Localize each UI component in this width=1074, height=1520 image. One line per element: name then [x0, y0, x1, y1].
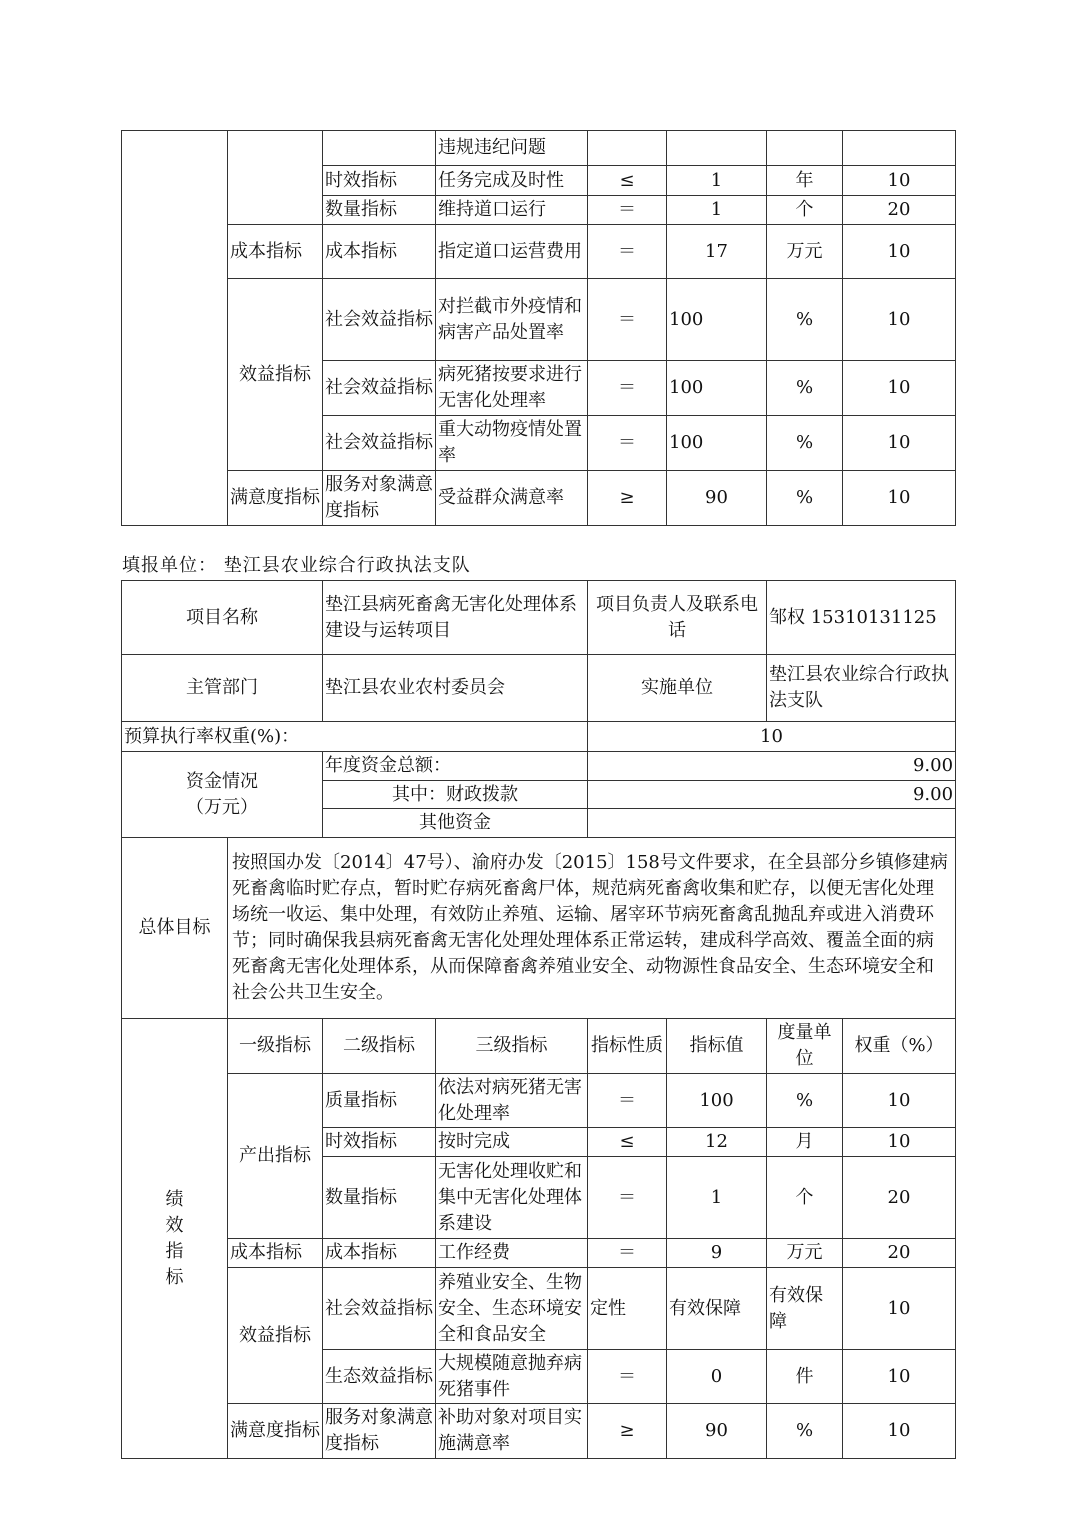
weight-cell: 10 — [843, 1268, 956, 1350]
l3-cell: 任务完成及时性 — [436, 166, 588, 196]
unit-cell: 万元 — [767, 1239, 843, 1268]
table-row — [122, 1404, 956, 1459]
l3-cell: 病死猪按要求进行无害化处理率 — [436, 361, 588, 416]
l2-cell: 服务对象满意度指标 — [323, 471, 436, 526]
l2-cell: 成本指标 — [323, 225, 436, 279]
table-row — [122, 225, 956, 279]
nature-cell: ＝ — [588, 1239, 667, 1268]
unit-cell: % — [767, 416, 843, 471]
value-cell — [667, 131, 767, 166]
l2-cell: 质量指标 — [323, 1074, 436, 1128]
value-cell: 100 — [667, 416, 767, 471]
l3-cell: 受益群众满意率 — [436, 471, 588, 526]
l2-cell: 服务对象满意度指标 — [323, 1404, 436, 1459]
value-cell: 有效保障 — [667, 1268, 767, 1350]
unit-cell — [767, 131, 843, 166]
l1-cell: 成本指标 — [228, 1239, 323, 1268]
project-performance-table — [121, 580, 956, 1459]
weight-cell: 10 — [843, 1404, 956, 1459]
value-cell: 12 — [667, 1128, 767, 1157]
weight-cell: 20 — [843, 196, 956, 225]
impl-label: 实施单位 — [588, 655, 767, 722]
fund-label-line2: （万元） — [186, 796, 258, 818]
l2-cell: 数量指标 — [323, 196, 436, 225]
performance-indicators-label — [122, 1019, 228, 1459]
unit-cell: % — [767, 279, 843, 361]
l2-cell: 社会效益指标 — [323, 361, 436, 416]
unit-cell: 月 — [767, 1128, 843, 1157]
unit-cell: % — [767, 361, 843, 416]
table-row — [122, 1268, 956, 1350]
budget-weight-label: 预算执行率权重(%)： — [122, 722, 588, 752]
unit-cell: 件 — [767, 1350, 843, 1404]
perf-char: 绩 — [165, 1188, 184, 1210]
table-row — [122, 752, 956, 781]
weight-cell: 20 — [843, 1239, 956, 1268]
unit-cell: 个 — [767, 196, 843, 225]
column-header: 指标性质 — [588, 1019, 667, 1074]
nature-cell: ≤ — [588, 166, 667, 196]
nature-cell: ＝ — [588, 196, 667, 225]
project-name: 垫江县病死畜禽无害化处理体系建设与运转项目 — [323, 581, 588, 655]
column-header: 三级指标 — [436, 1019, 588, 1074]
nature-cell: 定性 — [588, 1268, 667, 1350]
nature-cell: ＝ — [588, 1157, 667, 1239]
value-cell: 100 — [667, 279, 767, 361]
weight-cell: 10 — [843, 225, 956, 279]
l2-cell: 时效指标 — [323, 166, 436, 196]
l2-cell: 社会效益指标 — [323, 416, 436, 471]
unit-cell: % — [767, 1404, 843, 1459]
l3-cell: 大规模随意抛弃病死猪事件 — [436, 1350, 588, 1404]
nature-cell: ＝ — [588, 279, 667, 361]
nature-cell — [588, 131, 667, 166]
l1-cell: 效益指标 — [228, 279, 323, 471]
l3-cell: 违规违纪问题 — [436, 131, 588, 166]
l2-cell: 数量指标 — [323, 1157, 436, 1239]
weight-cell: 10 — [843, 361, 956, 416]
other-funds-value — [588, 809, 956, 838]
value-cell: 17 — [667, 225, 767, 279]
weight-cell: 10 — [843, 166, 956, 196]
l1-cell: 满意度指标 — [228, 1404, 323, 1459]
l2-cell: 社会效益指标 — [323, 279, 436, 361]
column-header: 一级指标 — [228, 1019, 323, 1074]
weight-cell: 20 — [843, 1157, 956, 1239]
nature-cell: ＝ — [588, 1350, 667, 1404]
table-row — [122, 655, 956, 722]
weight-cell: 10 — [843, 279, 956, 361]
fill-unit-line — [122, 551, 471, 577]
weight-cell: 10 — [843, 416, 956, 471]
l1-cell: 成本指标 — [228, 225, 323, 279]
l2-cell: 成本指标 — [323, 1239, 436, 1268]
l2-cell: 生态效益指标 — [323, 1350, 436, 1404]
fill-unit-value: 垫江县农业综合行政执法支队 — [223, 555, 471, 576]
l3-cell: 对拦截市外疫情和病害产品处置率 — [436, 279, 588, 361]
l1-cell: 产出指标 — [228, 1074, 323, 1239]
project-name-label: 项目名称 — [122, 581, 323, 655]
contact-value: 邹权 15310131125 — [767, 581, 956, 655]
l3-cell: 依法对病死猪无害化处理率 — [436, 1074, 588, 1128]
l1-cell: 效益指标 — [228, 1268, 323, 1404]
l3-cell: 无害化处理收贮和集中无害化处理体系建设 — [436, 1157, 588, 1239]
l3-cell: 维持道口运行 — [436, 196, 588, 225]
performance-table-continued — [121, 130, 956, 526]
l3-cell: 养殖业安全、生物安全、生态环境安全和食品安全 — [436, 1268, 588, 1350]
other-funds-label: 其他资金 — [323, 809, 588, 838]
weight-cell: 10 — [843, 1350, 956, 1404]
l3-cell: 补助对象对项目实施满意率 — [436, 1404, 588, 1459]
goal-label: 总体目标 — [122, 838, 228, 1019]
fill-unit-label: 填报单位： — [122, 555, 217, 576]
l3-cell: 工作经费 — [436, 1239, 588, 1268]
value-cell: 1 — [667, 1157, 767, 1239]
fund-label-line1: 资金情况 — [186, 770, 258, 792]
weight-cell — [843, 131, 956, 166]
fiscal-value: 9.00 — [588, 781, 956, 809]
annual-total-label: 年度资金总额： — [323, 752, 588, 781]
value-cell: 90 — [667, 1404, 767, 1459]
annual-total-value: 9.00 — [588, 752, 956, 781]
weight-cell: 10 — [843, 1074, 956, 1128]
perf-char: 指 — [165, 1240, 184, 1262]
nature-cell: ≤ — [588, 1128, 667, 1157]
l1-cell: 满意度指标 — [228, 471, 323, 526]
weight-cell: 10 — [843, 471, 956, 526]
table-row — [122, 131, 956, 166]
table-row — [122, 838, 956, 1019]
unit-cell: % — [767, 1074, 843, 1128]
goal-text: 按照国办发〔2014〕47号）、渝府办发〔2015〕158号文件要求，在全县部分乡镇修建病死畜禽临时贮存点，暂时贮存病死畜禽尸体，规范病死畜禽收集和贮存，以便无害化处理场统一收运、集中处理，有效防止养殖、运输、屠宰环节病死畜禽乱抛乱弃或进入消费环节；同时确保我县病死畜禽无害化处理处理体系正常运转，建成科学高效、覆盖全面的病死畜禽无害化处理体系，从而保障畜禽养殖业安全、动物源性食品安全、生态环境安全和社会公共卫生安全。 — [228, 838, 956, 1019]
dept-value: 垫江县农业农村委员会 — [323, 655, 588, 722]
blank-cell — [323, 131, 436, 166]
column-header: 度量单位 — [767, 1019, 843, 1074]
fiscal-label: 其中：财政拨款 — [323, 781, 588, 809]
column-header: 权重（%） — [843, 1019, 956, 1074]
weight-cell: 10 — [843, 1128, 956, 1157]
blank-cell — [122, 131, 228, 526]
table-row — [122, 1239, 956, 1268]
unit-cell: % — [767, 471, 843, 526]
table-row — [122, 722, 956, 752]
value-cell: 100 — [667, 361, 767, 416]
perf-char: 效 — [165, 1214, 184, 1236]
impl-value: 垫江县农业综合行政执法支队 — [767, 655, 956, 722]
nature-cell: ≥ — [588, 471, 667, 526]
unit-cell: 个 — [767, 1157, 843, 1239]
nature-cell: ＝ — [588, 225, 667, 279]
unit-cell: 年 — [767, 166, 843, 196]
contact-label: 项目负责人及联系电话 — [588, 581, 767, 655]
budget-weight-value: 10 — [588, 722, 956, 752]
value-cell: 90 — [667, 471, 767, 526]
table-row — [122, 279, 956, 361]
l3-cell: 按时完成 — [436, 1128, 588, 1157]
blank-cell — [228, 131, 323, 225]
perf-char: 标 — [165, 1266, 184, 1288]
nature-cell: ＝ — [588, 361, 667, 416]
table-row — [122, 471, 956, 526]
value-cell: 0 — [667, 1350, 767, 1404]
table-header-row — [122, 1019, 956, 1074]
dept-label: 主管部门 — [122, 655, 323, 722]
l3-cell: 重大动物疫情处置率 — [436, 416, 588, 471]
unit-cell: 万元 — [767, 225, 843, 279]
column-header: 指标值 — [667, 1019, 767, 1074]
l2-cell: 社会效益指标 — [323, 1268, 436, 1350]
nature-cell: ≥ — [588, 1404, 667, 1459]
unit-cell: 有效保障 — [767, 1268, 843, 1350]
nature-cell: ＝ — [588, 1074, 667, 1128]
value-cell: 100 — [667, 1074, 767, 1128]
table-row — [122, 581, 956, 655]
value-cell: 9 — [667, 1239, 767, 1268]
fund-label — [122, 752, 323, 838]
nature-cell: ＝ — [588, 416, 667, 471]
column-header: 二级指标 — [323, 1019, 436, 1074]
l3-cell: 指定道口运营费用 — [436, 225, 588, 279]
table-row — [122, 1074, 956, 1128]
l2-cell: 时效指标 — [323, 1128, 436, 1157]
value-cell: 1 — [667, 166, 767, 196]
value-cell: 1 — [667, 196, 767, 225]
